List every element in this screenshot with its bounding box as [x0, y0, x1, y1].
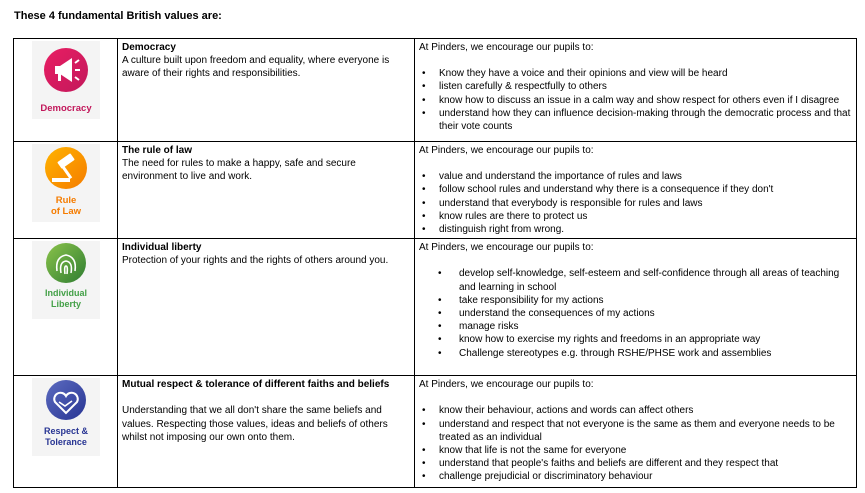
points-list: [419, 404, 852, 483]
gavel-icon: [45, 147, 87, 189]
list-item: • understand how they can influence decision-making through the democratic process and that their vote counts: [439, 107, 852, 133]
svg-text:Respect &: Respect &: [43, 426, 88, 437]
list-item: • know how to discuss an issue in a calm way and show respect for others even if I disagree: [439, 94, 852, 107]
value-title: Individual liberty: [122, 242, 202, 254]
value-description: [118, 239, 415, 376]
democracy-logo: [32, 41, 100, 119]
list-item: • understand that people's faiths and beliefs are different and they respect that: [439, 457, 852, 470]
list-item: • Challenge stereotypes e.g. through RSHE/PHSE work and assemblies: [459, 347, 852, 360]
svg-text:Democracy: Democracy: [39, 103, 92, 114]
value-title: The rule of law: [122, 145, 193, 156]
points-intro: At Pinders, we encourage our pupils to:: [419, 42, 594, 53]
list-item: • follow school rules and understand why there is a consequence if they don't: [439, 183, 852, 196]
list-item: • manage risks: [459, 320, 852, 333]
points-list: [419, 170, 852, 236]
value-description: [118, 376, 415, 488]
individual-liberty-logo: [32, 241, 100, 319]
icon-cell: [14, 142, 118, 239]
list-item: • know that life is not the same for everyone: [439, 444, 852, 457]
points-intro: At Pinders, we encourage our pupils to:: [419, 145, 594, 156]
value-text: The need for rules to make a happy, safe and secure environment to live and work.: [122, 158, 356, 183]
british-values-table: [13, 38, 857, 488]
list-item: • value and understand the importance of rules and laws: [439, 170, 852, 183]
points-intro: At Pinders, we encourage our pupils to:: [419, 379, 594, 391]
list-item: • challenge prejudicial or discriminatory behaviour: [439, 470, 852, 483]
list-item: • take responsibility for my actions: [459, 294, 852, 307]
value-description: [118, 39, 415, 142]
value-description: [118, 142, 415, 239]
list-item: • understand that everybody is responsible for rules and laws: [439, 197, 852, 210]
svg-text:of Law: of Law: [50, 206, 81, 217]
value-text: A culture built upon freedom and equality, where everyone is aware of their rights and responsibilities.: [122, 55, 390, 80]
table-row-individual-liberty: [14, 239, 857, 376]
value-points: [415, 239, 857, 376]
value-text: Protection of your rights and the rights of others around you.: [122, 255, 389, 267]
list-item: • Know they have a voice and their opinions and view will be heard: [439, 67, 852, 80]
svg-text:Liberty: Liberty: [50, 299, 81, 310]
list-item: • develop self-knowledge, self-esteem and self-confidence through all areas of teaching and learning in school: [459, 267, 852, 293]
rule-of-law-logo: [32, 144, 100, 222]
list-item: • know their behaviour, actions and words can affect others: [439, 404, 852, 417]
icon-cell: [14, 39, 118, 142]
table-row-rule-of-law: [14, 142, 857, 239]
list-item: • know how to exercise my rights and freedoms in an appropriate way: [459, 333, 852, 346]
points-intro: At Pinders, we encourage our pupils to:: [419, 242, 594, 254]
fingerprint-icon: [46, 243, 86, 283]
page-heading: These 4 fundamental British values are:: [14, 10, 222, 22]
list-item: • distinguish right from wrong.: [439, 223, 852, 236]
icon-cell: [14, 376, 118, 488]
list-item: • listen carefully & respectfully to others: [439, 80, 852, 93]
points-list: [419, 67, 852, 133]
value-title: Democracy: [122, 42, 176, 53]
points-list: [419, 267, 852, 359]
table-row-democracy: [14, 39, 857, 142]
value-title: Mutual respect & tolerance of different faiths and beliefs: [122, 379, 390, 391]
value-points: [415, 376, 857, 488]
table-row-respect-tolerance: [14, 376, 857, 488]
respect-tolerance-logo: [32, 378, 100, 456]
list-item: • understand the consequences of my actions: [459, 307, 852, 320]
svg-text:Individual: Individual: [44, 288, 87, 299]
list-item: • understand and respect that not everyone is the same as them and everyone needs to be treated as an individual: [439, 418, 852, 444]
value-points: [415, 39, 857, 142]
svg-text:Tolerance: Tolerance: [44, 437, 87, 448]
svg-text:Rule: Rule: [55, 195, 76, 206]
value-points: [415, 142, 857, 239]
icon-cell: [14, 239, 118, 376]
value-text: Understanding that we all don't share the same beliefs and values. Respecting those values, ideas and beliefs of others whilst not imposing our own onto them.: [122, 405, 388, 443]
list-item: • know rules are there to protect us: [439, 210, 852, 223]
